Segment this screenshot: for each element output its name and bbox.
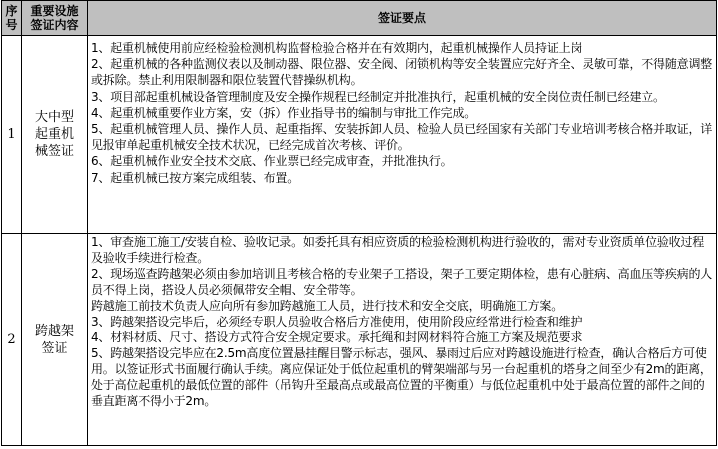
point-item: 7、起重机械已按方案完成组装、布置。 bbox=[91, 170, 300, 185]
row-points bbox=[88, 234, 717, 446]
row-facility-name: 跨越架签证 bbox=[22, 234, 88, 446]
point-item: 1、起重机械使用前应经检验检测机构监督检验合格并在有效期内，起重机械操作人员持证上岗 bbox=[91, 41, 583, 55]
table-header-row bbox=[2, 1, 717, 36]
point-item: 5、起重机械管理人员、操作人员、起重指挥、安装拆卸人员、检验人员已经国家有关部门专业培训考核合格并取证，详见报审单起重机械安全技术状况，已经完成首次考核、评价。 bbox=[91, 122, 713, 153]
point-item: 1、审查施工施工/安装自检、验收记录。如委托具有相应资质的检验检测机构进行验收的，需对专业资质单位验收过程及验收手续进行检查。 bbox=[91, 235, 705, 265]
point-item: 2、起重机械的各种监测仪表以及制动器、限位器、安全阀、闭锁机构等安全装置应完好齐全、灵敏可靠，不得随意调整或拆除。禁止利用限制器和限位装置代替操纵机构。 bbox=[91, 57, 713, 88]
table-row bbox=[2, 36, 717, 234]
point-item: 3、项目部起重机械设备管理制度及安全操作规程已经制定并批准执行，起重机械的安全岗位责任制已经建立。 bbox=[91, 89, 665, 104]
point-item: 跨越施工前技术负责人应向所有参加跨越施工人员，进行技术和安全交底，明确施工方案。 bbox=[91, 298, 564, 313]
row-facility-name: 大中型起重机械签证 bbox=[22, 36, 88, 234]
table-row bbox=[2, 234, 717, 446]
row-points bbox=[88, 36, 717, 234]
visa-requirements-sheet bbox=[1, 0, 716, 448]
point-item: 4、起重机械重要作业方案，安（拆）作业指导书的编制与审批工作完成。 bbox=[91, 105, 477, 120]
header-facility: 重要设施签证内容 bbox=[22, 1, 88, 36]
header-seq: 序号 bbox=[2, 1, 22, 36]
point-item: 5、跨越架搭设完毕应在2.5m高度位置悬挂醒目警示标志，强风、暴雨过后应对跨越设施进行检查，确认合格后方可使用。以签证形式书面履行确认手续。离应保证处于低位起重机的臂架端部与另一台起重机的塔身之间至少有2m的距离，处于高位起重机的最低位置的部件（吊钩升至最高点或最高位置的平衡重）与低位起重机中处于最高位置的部件之间的垂直距离不得小于2m。 bbox=[91, 346, 712, 409]
row-seq: 2 bbox=[2, 234, 22, 446]
point-item: 4、材料材质、尺寸、搭设方式符合安全规定要求。承托绳和封网材料符合施工方案及规范要求 bbox=[91, 330, 583, 345]
point-item: 3、跨越架搭设完毕后，必须经专职人员验收合格后方准使用，使用阶段应经常进行检查和维护 bbox=[91, 314, 583, 329]
header-points: 签证要点 bbox=[88, 1, 717, 36]
point-item: 2、现场巡查跨越架必须由参加培训且考核合格的专业架子工搭设，架子工要定期体检，患有心脏病、高血压等疾病的人员不得上岗，搭设人员必须佩带安全帽、安全带等。 bbox=[91, 266, 713, 297]
visa-table bbox=[1, 0, 717, 446]
row-seq: 1 bbox=[2, 36, 22, 234]
point-item: 6、起重机械作业安全技术交底、作业票已经完成审查，并批准执行。 bbox=[91, 154, 453, 169]
